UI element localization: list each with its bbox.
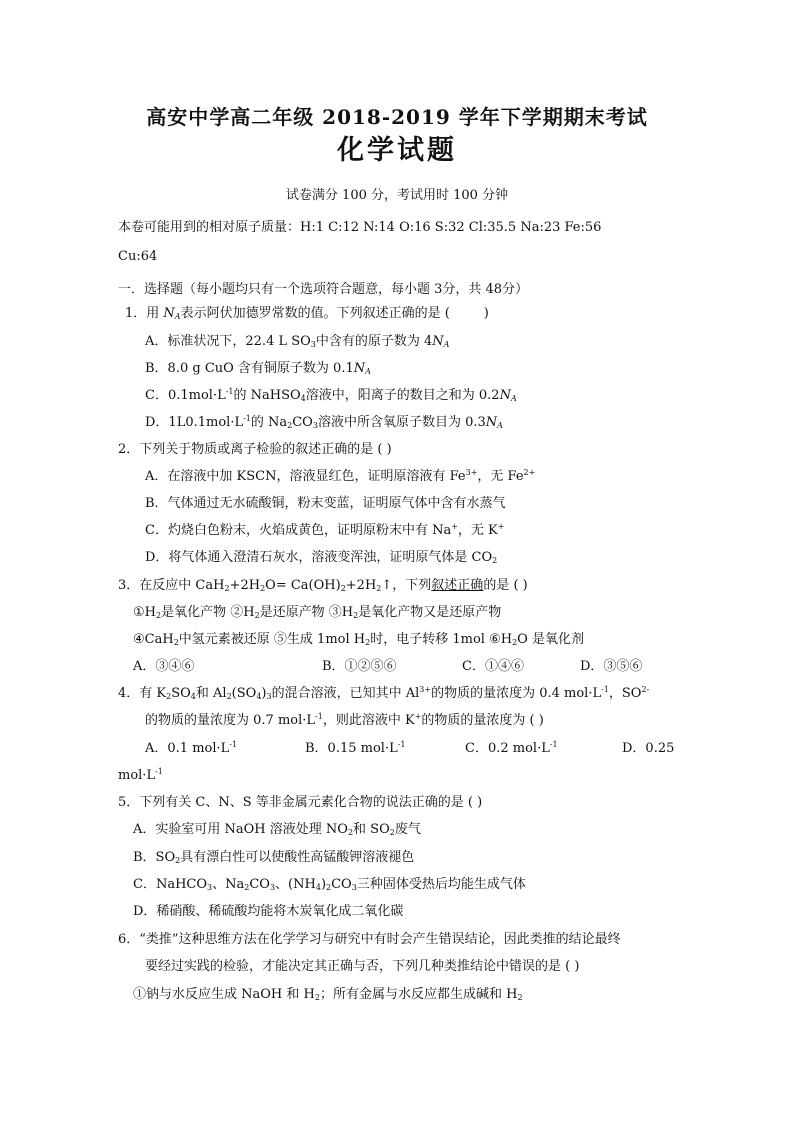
question-5-option-c: C．NaHCO$_3$、$Na_2CO_3$、$(NH_4)_2CO_3$三种固体受热后均能生成气体 <box>133 877 526 892</box>
question-3-choice-c: C．①④⑥ <box>462 659 524 674</box>
question-5-option-d: D．稀硝酸、稀硫酸均能将木炭氧化成二氧化碳 <box>133 904 404 919</box>
atomic-mass-line: 本卷可能用到的相对原子质量：H:1 C:12 N:14 O:16 S:32 Cl:35.5 Na:23 Fe:56 <box>118 220 602 235</box>
question-2-stem: 2．下列关于物质或离子检验的叙述正确的是 ( ) <box>118 442 392 457</box>
question-3-choice-b: B．①②⑤⑥ <box>322 659 397 674</box>
question-3-statements-1: $①H_2$是氧化产物 $②H_2$是还原产物 $③H_2$是氧化产物又是还原产物 <box>133 605 502 620</box>
question-3-choice-a: A．③④⑥ <box>133 659 195 674</box>
subject-title: 化学试题 <box>337 135 457 166</box>
question-4-option-d: D．0.25 <box>622 741 675 756</box>
question-1-option-a: A．标准状况下，22.4 L $SO_3$中含有的原子数为 $4N_A$ <box>145 334 450 349</box>
section-heading: 一．选择题（每小题均只有一个选项符合题意，每小题 3分，共 48分） <box>118 282 529 297</box>
question-4-stem-cont: 的物质的量浓度为 0.7 $mol\cdot L^{-1}$，则此溶液中 K+的物质的量浓度为 ( ) <box>145 712 544 728</box>
question-5-option-a: A．实验室可用 NaOH 溶液处理 $NO_2$和 $SO_2$废气 <box>133 822 421 837</box>
question-4-option-a: A．0.1 $mol\cdot L^{-1}$ <box>145 740 238 756</box>
question-3-statements-2: ④CaH$_2$中氢元素被还原 ⑤生成 1mol $H_2$时，电子转移 1mol $⑥H_2O$ 是氧化剂 <box>133 632 584 647</box>
question-5-option-b: B．$SO_2$具有漂白性可以使酸性高锰酸钾溶液褪色 <box>133 850 415 865</box>
exam-info: 试卷满分 100 分，考试用时 100 分钟 <box>285 188 509 203</box>
question-6-stem: 6．“类推”这种思维方法在化学学习与研究中有时会产生错误结论，因此类推的结论最终 <box>118 932 621 947</box>
question-3-choice-d: D．③⑤⑥ <box>580 659 643 674</box>
atomic-mass-line-cont: Cu:64 <box>118 249 158 264</box>
question-2-option-d: D．将气体通入澄清石灰水，溶液变浑浊，证明原气体是 $CO_2$ <box>145 550 498 565</box>
exam-title: 高安中学高二年级 2018-2019 学年下学期期末考试 <box>146 105 648 129</box>
question-4-stem: 4．有 $K_2SO_4$和 $Al_2(SO_4)_3$的混合溶液，已知其中 $Al^{3+}$的物质的量浓度为 0.4 $mol\cdot L^{-1}$，$SO^{2-}$ <box>118 685 650 701</box>
question-1-option-b: B．8.0 g CuO 含有铜原子数为 $0.1N_A$ <box>145 361 371 376</box>
question-4-option-b: B．0.15 $mol\cdot L^{-1}$ <box>305 740 406 756</box>
question-6-statement-1: ①钠与水反应生成 NaOH 和 $H_2$；所有金属与水反应都生成碱和 $H_2$ <box>133 987 523 1002</box>
question-4-option-d-cont: $mol\cdot L^{-1}$ <box>118 767 163 783</box>
question-1-option-d: D．$1L0.1mol\cdot L^{-1}$的 $Na_2CO_3$溶液中所含氧原子数目为 $0.3N_A$ <box>145 414 503 430</box>
question-2-option-c: C．灼烧白色粉末，火焰成黄色，证明原粉末中有 Na+，无 K+ <box>145 522 505 538</box>
question-5-stem: 5．下列有关 C、N、S 等非金属元素化合物的说法正确的是 ( ) <box>118 795 483 810</box>
question-6-stem-cont: 要经过实践的检验，才能决定其正确与否，下列几种类推结论中错误的是 ( ) <box>145 959 580 974</box>
question-1-stem: 1．用 $N_A$表示阿伏加德罗常数的值。下列叙述正确的是 ( ) <box>125 306 489 321</box>
question-2-option-b: B．气体通过无水硫酸铜，粉末变蓝，证明原气体中含有水蒸气 <box>145 496 506 511</box>
question-3-stem: 3．在反应中 $CaH_2+2H_2O=$ $Ca(OH)_2+2H_2↑$，下列叙述正确的是 ( ) <box>118 578 528 593</box>
question-2-option-a: A．在溶液中加 KSCN，溶液显红色，证明原溶液有 $Fe^{3+}$，无 $Fe^{2+}$ <box>145 468 536 484</box>
question-1-option-c: C．$0.1mol\cdot L^{-1}$的 NaHSO$_4$溶液中，阳离子的数目之和为 $0.2N_A$ <box>145 387 517 403</box>
question-4-option-c: C．0.2 $mol\cdot L^{-1}$ <box>465 740 558 756</box>
